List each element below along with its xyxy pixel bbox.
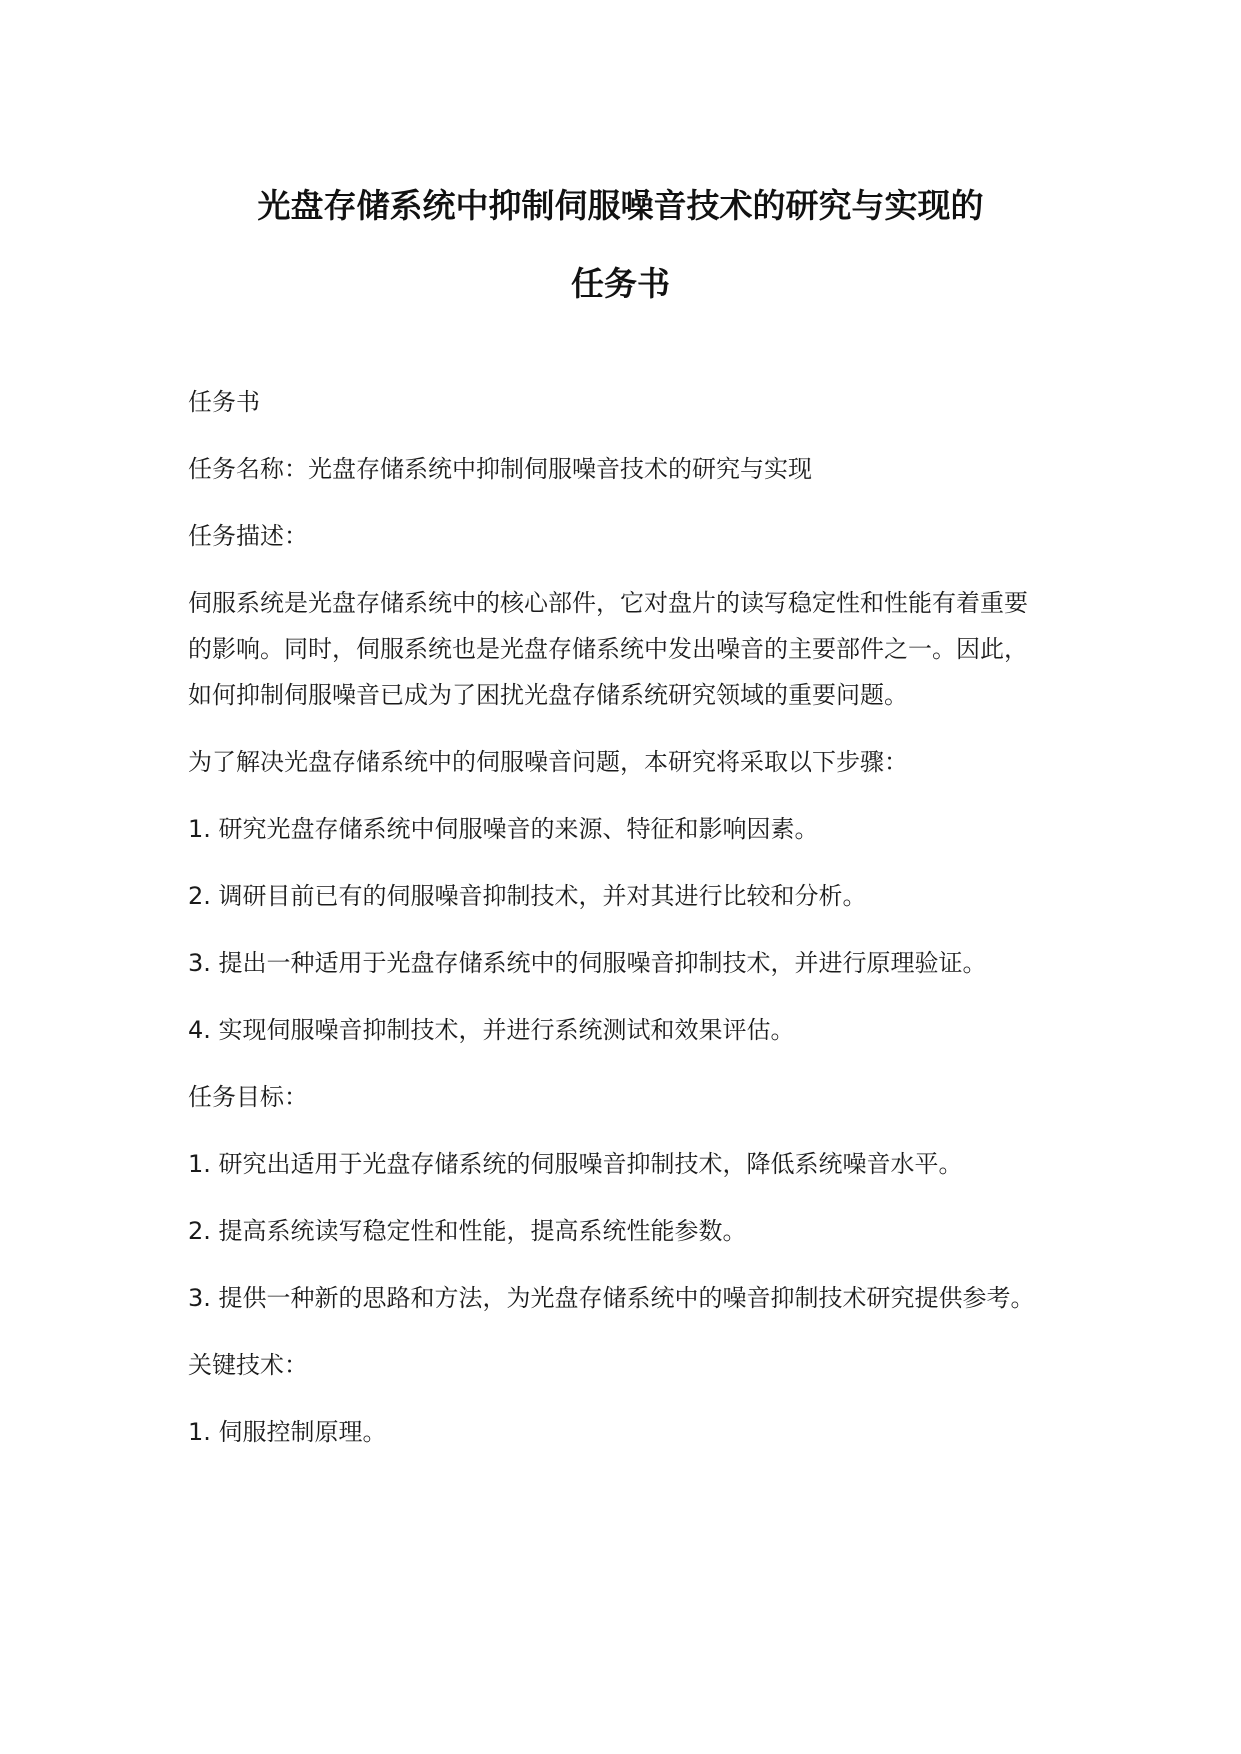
step-item: 3. 提出一种适用于光盘存储系统中的伺服噪音抑制技术，并进行原理验证。 <box>188 949 987 977</box>
steps-intro: 为了解决光盘存储系统中的伺服噪音问题，本研究将采取以下步骤： <box>188 748 908 776</box>
goal-item: 2. 提高系统读写稳定性和性能，提高系统性能参数。 <box>188 1217 747 1245</box>
section-heading-goals: 任务目标： <box>188 1083 308 1111</box>
goal-item: 1. 研究出适用于光盘存储系统的伺服噪音抑制技术，降低系统噪音水平。 <box>188 1150 963 1178</box>
description-paragraph: 伺服系统是光盘存储系统中的核心部件，它对盘片的读写稳定性和性能有着重要的影响。同时，伺服系统也是光盘存储系统中发出噪音的主要部件之一。因此，如何抑制伺服噪音已成为了困扰光盘存储系统研究领域的重要问题。 <box>188 589 1028 709</box>
goal-item: 3. 提供一种新的思路和方法，为光盘存储系统中的噪音抑制技术研究提供参考。 <box>188 1284 1035 1312</box>
section-heading: 任务书 <box>188 388 260 416</box>
step-item: 2. 调研目前已有的伺服噪音抑制技术，并对其进行比较和分析。 <box>188 882 867 910</box>
section-heading-description: 任务描述： <box>188 522 308 550</box>
task-name: 任务名称：光盘存储系统中抑制伺服噪音技术的研究与实现 <box>188 455 812 483</box>
step-item: 1. 研究光盘存储系统中伺服噪音的来源、特征和影响因素。 <box>188 815 819 843</box>
step-item: 4. 实现伺服噪音抑制技术，并进行系统测试和效果评估。 <box>188 1016 795 1044</box>
document-title-line-1: 光盘存储系统中抑制伺服噪音技术的研究与实现的 <box>257 186 984 225</box>
document-body <box>188 379 1068 1476</box>
key-tech-item: 1. 伺服控制原理。 <box>188 1418 387 1446</box>
document-title-line-2: 任务书 <box>571 264 670 303</box>
section-heading-key-tech: 关键技术： <box>188 1351 308 1379</box>
